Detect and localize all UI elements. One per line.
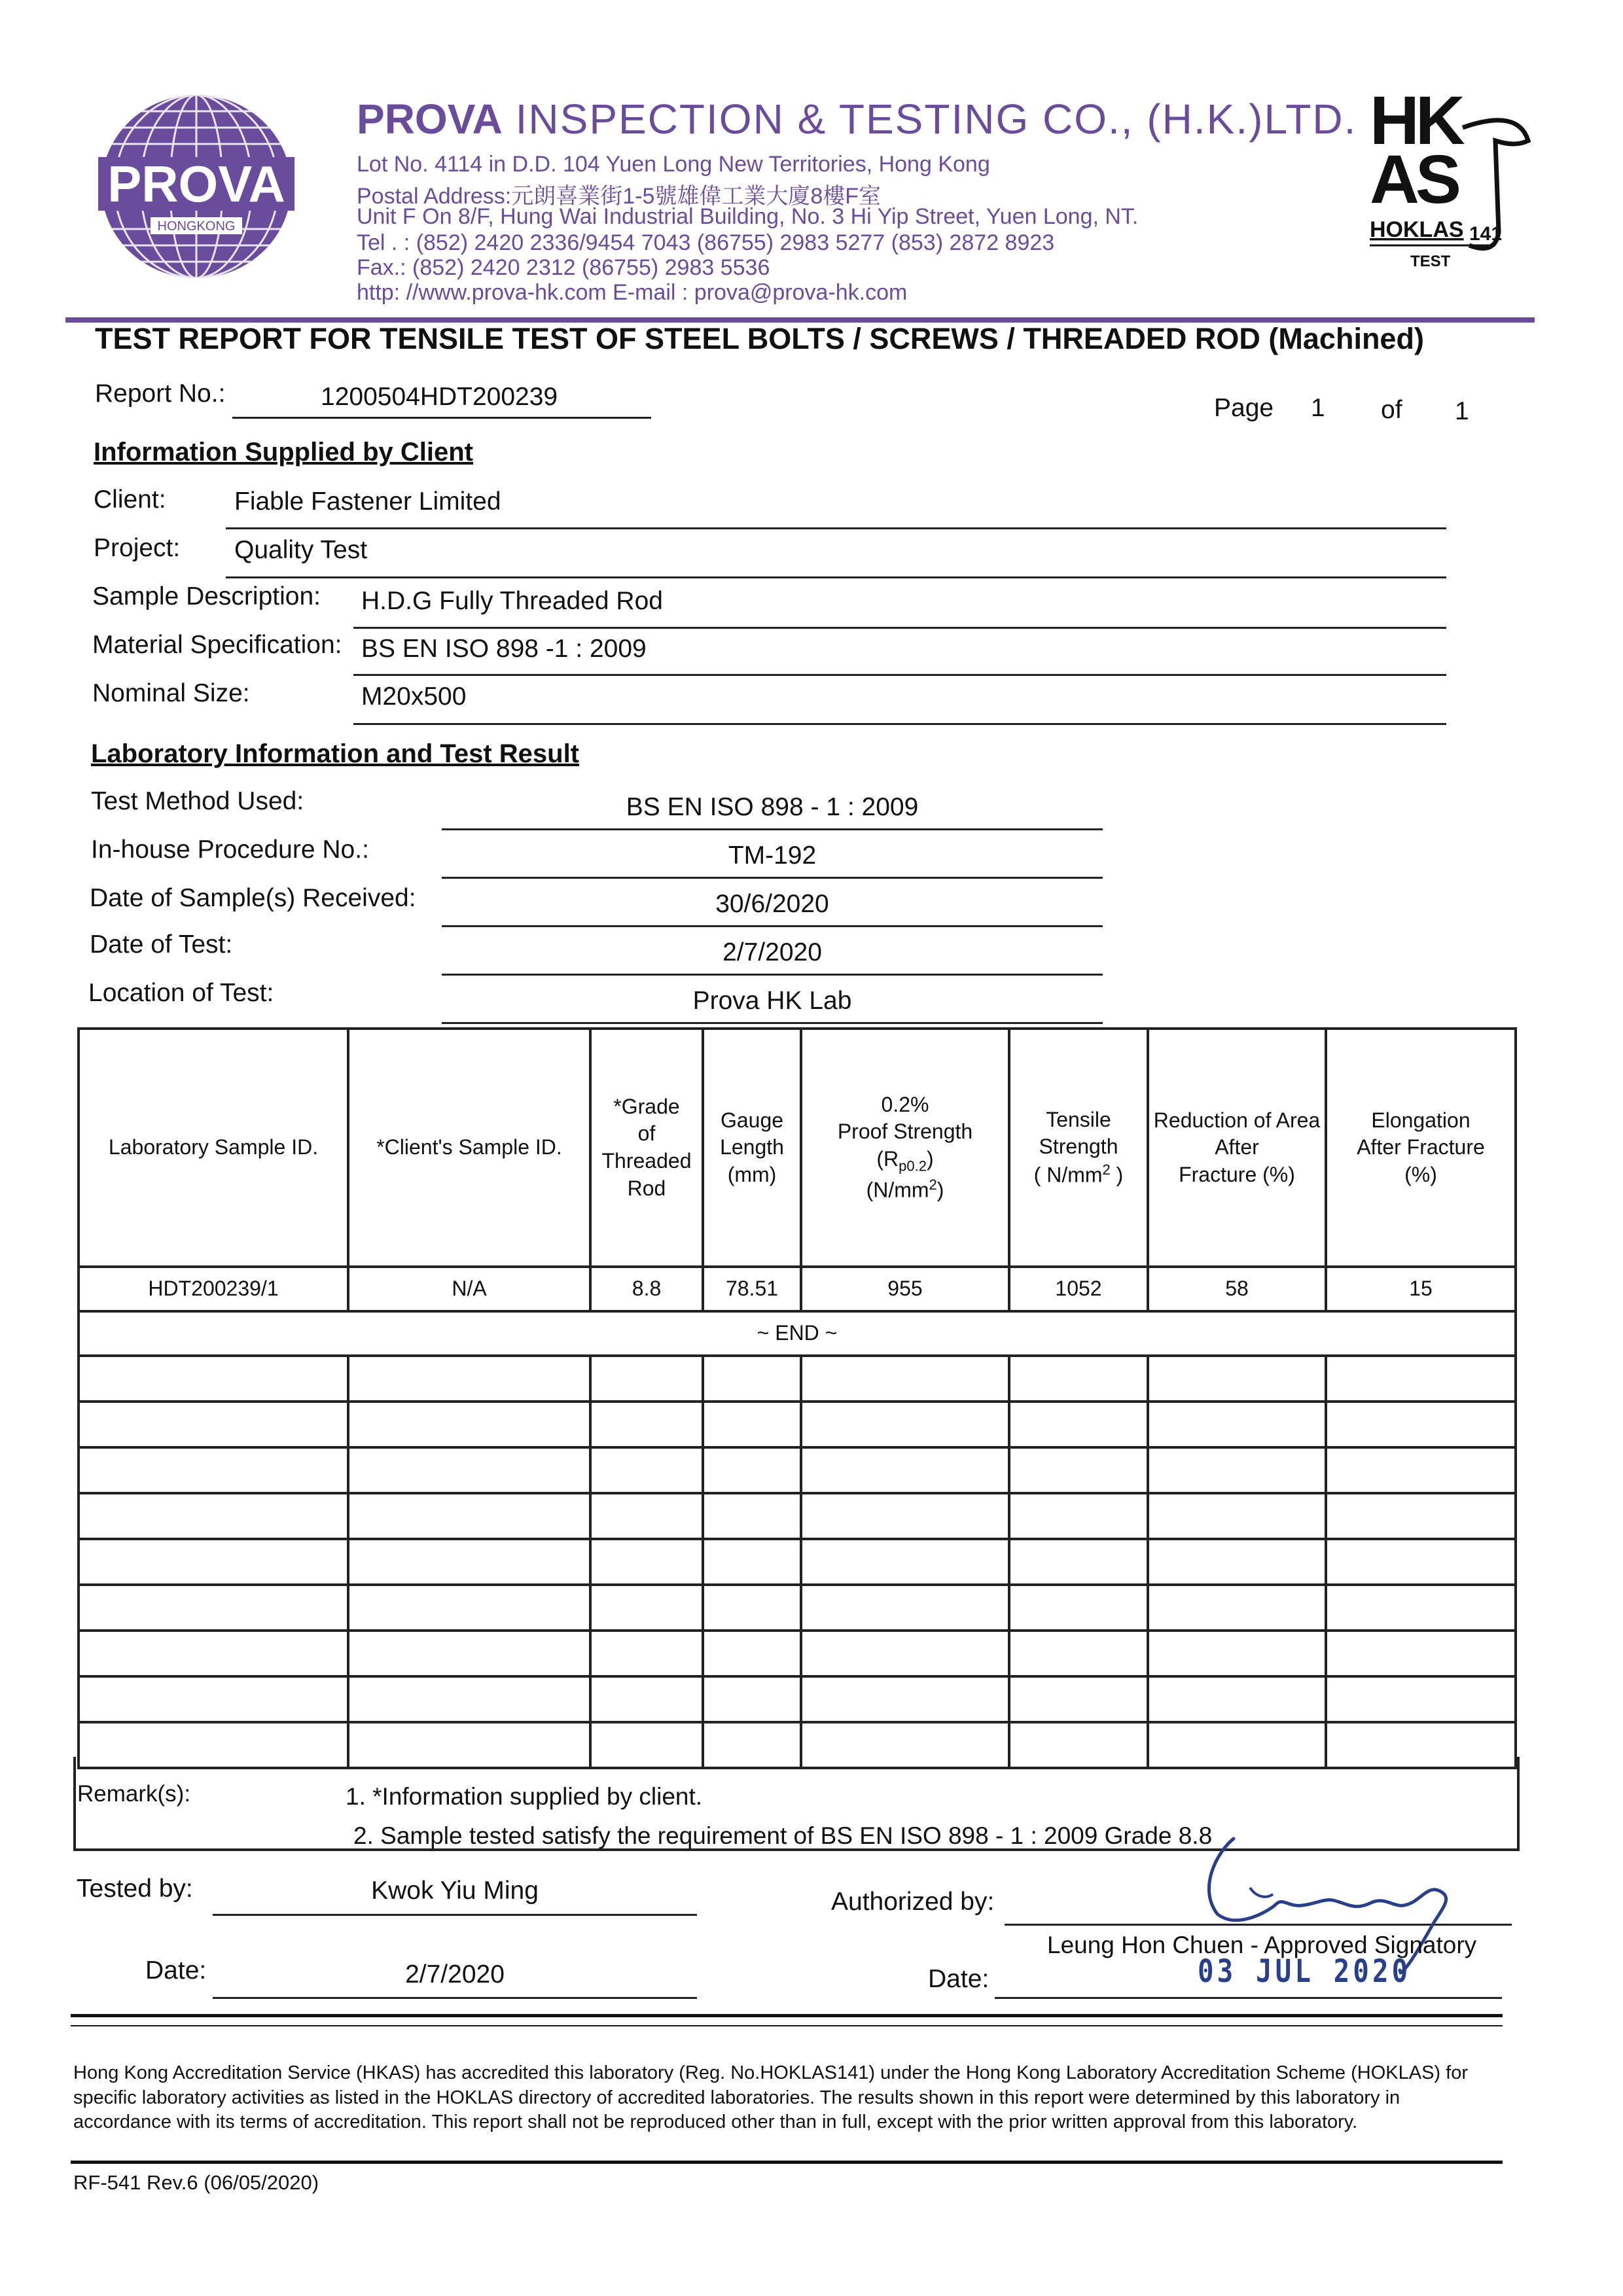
remark-item-1: 1. *Information supplied by client. [346, 1783, 703, 1810]
header-proof-unit-close: ) [936, 1178, 944, 1202]
blank-cell [348, 1402, 590, 1447]
blank-cell [590, 1402, 703, 1447]
blank-cell [801, 1631, 1009, 1676]
logo-text: PROVA [107, 155, 285, 213]
header-tensile-sup: 2 [1102, 1161, 1111, 1178]
blank-cell [1009, 1356, 1148, 1402]
sample-description-label: Sample Description: [92, 582, 321, 610]
blank-row [79, 1493, 1516, 1539]
blank-cell [1148, 1493, 1326, 1539]
header-proof-unit: (N/mm [866, 1178, 929, 1202]
header-reduction-l1: Reduction of Area [1153, 1108, 1321, 1132]
company-short: PROVA [357, 96, 503, 143]
procedure-no-value: TM-192 [728, 841, 817, 870]
form-code: RF-541 Rev.6 (06/05/2020) [73, 2171, 319, 2194]
blank-cell [1326, 1676, 1516, 1722]
header-proof-l2: Proof Strength [837, 1120, 973, 1144]
blank-cell [1009, 1585, 1148, 1631]
blank-cell [1326, 1493, 1516, 1539]
page-total: 1 [1455, 397, 1469, 425]
header-elongation-l3: (%) [1404, 1162, 1437, 1186]
blank-cell [703, 1356, 801, 1402]
nominal-size-underline [353, 723, 1446, 725]
blank-cell [1009, 1676, 1148, 1722]
blank-cell [1326, 1447, 1516, 1493]
procedure-no-label: In-house Procedure No.: [91, 836, 369, 864]
page-current: 1 [1311, 394, 1325, 422]
blank-cell [1326, 1402, 1516, 1447]
material-spec-label: Material Specification: [92, 631, 342, 659]
project-value: Quality Test [234, 536, 368, 564]
cell-client-sample-id: N/A [348, 1267, 590, 1311]
blank-cell [348, 1356, 590, 1402]
company-full: INSPECTION & TESTING CO., (H.K.)LTD. [515, 96, 1357, 143]
blank-cell [79, 1356, 348, 1402]
authorized-date-underline [995, 1997, 1502, 1999]
header-grade-l2: of [637, 1122, 656, 1146]
remark-item-2: 2. Sample tested satisfy the requirement of BS EN ISO 898 - 1 : 2009 Grade 8.8 [353, 1822, 1213, 1849]
date-received-label: Date of Sample(s) Received: [90, 884, 416, 912]
blank-cell [703, 1447, 801, 1493]
blank-cell [1148, 1356, 1326, 1402]
page-label: Page [1214, 394, 1274, 422]
blank-cell [703, 1585, 801, 1631]
hoklas-accreditation-mark [1364, 82, 1541, 272]
sample-description-value: H.D.G Fully Threaded Rod [361, 587, 663, 615]
tested-by-underline [213, 1914, 697, 1916]
header-proof-strength [801, 1029, 1009, 1267]
blank-row [79, 1631, 1516, 1676]
blank-cell [801, 1447, 1009, 1493]
header-tensile-l1: Tensile [1046, 1107, 1111, 1131]
cell-lab-sample-id: HDT200239/1 [79, 1267, 348, 1311]
blank-cell [1148, 1447, 1326, 1493]
blank-row [79, 1402, 1516, 1447]
blank-cell [1009, 1447, 1148, 1493]
blank-cell [79, 1676, 348, 1722]
date-of-test-label: Date of Test: [90, 930, 233, 959]
blank-cell [1148, 1585, 1326, 1631]
project-underline [226, 576, 1446, 578]
header-proof-l3 [806, 1146, 1004, 1176]
footer-divider-top-thin [71, 2025, 1503, 2026]
hoklas-type: TEST [1410, 253, 1451, 270]
blank-cell [1148, 1539, 1326, 1585]
blank-cell [79, 1585, 348, 1631]
authorized-by-label: Authorized by: [831, 1888, 995, 1916]
header-tensile-l2: Strength [1039, 1135, 1118, 1159]
header-tensile-l3 [1014, 1161, 1143, 1189]
header-reduction-of-area [1148, 1029, 1326, 1267]
blank-cell [79, 1402, 348, 1447]
blank-cell [348, 1676, 590, 1722]
blank-cell [703, 1493, 801, 1539]
header-client-sample-id: *Client's Sample ID. [348, 1029, 590, 1267]
footer-divider-top [71, 2014, 1503, 2017]
hoklas-number: 141 [1469, 223, 1503, 245]
project-label: Project: [94, 534, 181, 562]
header-elongation [1326, 1029, 1516, 1267]
location-label: Location of Test: [88, 979, 274, 1007]
hkas-line2: AS [1370, 141, 1457, 218]
blank-row [79, 1676, 1516, 1722]
blank-cell [801, 1585, 1009, 1631]
blank-cell [348, 1539, 590, 1585]
blank-cell [1009, 1493, 1148, 1539]
end-marker-row [79, 1311, 1516, 1356]
blank-cell [1009, 1631, 1148, 1676]
header-tensile-unit-close: ) [1110, 1163, 1124, 1187]
location-value: Prova HK Lab [692, 987, 852, 1015]
blank-cell [590, 1631, 703, 1676]
address-line-2: Postal Address:元朗喜業街1-5號雄偉工業大廈8樓F室 [357, 184, 882, 209]
web-email-line: http: //www.prova-hk.com E-mail : prova@prova-hk.com [357, 280, 908, 305]
blank-cell [79, 1539, 348, 1585]
client-label: Client: [94, 486, 166, 514]
blank-row [79, 1585, 1516, 1631]
date-received-underline [442, 925, 1103, 927]
report-no-value: 1200504HDT200239 [321, 383, 558, 411]
blank-cell [348, 1631, 590, 1676]
date-received-value: 30/6/2020 [715, 890, 829, 918]
accreditation-statement: Hong Kong Accreditation Service (HKAS) has accredited this laboratory (Reg. No.HOKLAS141) under the Hong Kong Laboratory Accreditation Scheme (HOKLAS) for specific laboratory activities as listed in the HOKLAS directory of accredited laboratories. The results shown in this report were determined by this laboratory in accordance with its terms of accreditation. This report shall not be reproduced other than in full, except with the prior written approval from this laboratory. [73, 2062, 1468, 2133]
header-grade-l1: *Grade [613, 1094, 680, 1118]
blank-row [79, 1356, 1516, 1402]
blank-cell [1148, 1631, 1326, 1676]
blank-cell [590, 1539, 703, 1585]
blank-row [79, 1539, 1516, 1585]
tested-date-value: 2/7/2020 [405, 1960, 505, 1988]
prova-logo [98, 92, 294, 281]
blank-cell [590, 1356, 703, 1402]
blank-cell [1148, 1402, 1326, 1447]
header-tensile-strength [1009, 1029, 1148, 1267]
header-gauge-length [703, 1029, 801, 1267]
tested-date-underline [213, 1997, 697, 1999]
header-lab-sample-id: Laboratory Sample ID. [79, 1029, 348, 1267]
blank-cell [1326, 1585, 1516, 1631]
blank-cell [1009, 1539, 1148, 1585]
cell-gauge-length: 78.51 [703, 1267, 801, 1311]
blank-cell [348, 1447, 590, 1493]
header-grade-l3: Threaded [601, 1149, 692, 1173]
test-results-table [77, 1027, 1517, 1769]
header-proof-l4 [806, 1176, 1004, 1204]
blank-cell [79, 1631, 348, 1676]
header-proof-sup: 2 [929, 1176, 937, 1193]
date-of-test-value: 2/7/2020 [722, 938, 822, 966]
logo-subtext: HONGKONG [157, 219, 236, 234]
footer-divider-bottom [71, 2161, 1503, 2164]
report-no-label: Report No.: [95, 380, 226, 408]
header-proof-close: ) [926, 1146, 934, 1171]
report-title: TEST REPORT FOR TENSILE TEST OF STEEL BOLTS / SCREWS / THREADED ROD (Machined) [95, 322, 1424, 355]
test-method-label: Test Method Used: [91, 787, 304, 815]
authorized-name: Leung Hon Chuen - Approved Signatory [1047, 1932, 1477, 1958]
blank-cell [590, 1493, 703, 1539]
end-marker: ~ END ~ [79, 1311, 1516, 1356]
address-line-3: Unit F On 8/F, Hung Wai Industrial Building, No. 3 Hi Yip Street, Yuen Long, NT. [357, 204, 1139, 229]
location-underline [442, 1022, 1103, 1024]
header-proof-l1: 0.2% [881, 1092, 929, 1116]
table-header-row [79, 1029, 1516, 1267]
nominal-size-value: M20x500 [361, 682, 467, 711]
header-gauge-l2: Length [720, 1135, 784, 1159]
lab-info-heading: Laboratory Information and Test Result [91, 739, 579, 768]
blank-cell [590, 1676, 703, 1722]
cell-tensile-strength: 1052 [1009, 1267, 1148, 1311]
header-gauge-l3: (mm) [727, 1162, 777, 1186]
material-spec-underline [353, 674, 1446, 676]
blank-cell [590, 1447, 703, 1493]
header-gauge-l1: Gauge [720, 1108, 784, 1132]
header-reduction-l3: Fracture (%) [1179, 1162, 1295, 1186]
blank-cell [703, 1631, 801, 1676]
cell-proof-strength: 955 [801, 1267, 1009, 1311]
tested-date-label: Date: [145, 1956, 207, 1985]
procedure-no-underline [442, 877, 1103, 879]
remarks-label: Remark(s): [77, 1781, 191, 1807]
header-elongation-l2: After Fracture [1357, 1135, 1485, 1159]
blank-cell [348, 1585, 590, 1631]
company-name [357, 95, 1357, 143]
test-method-underline [442, 828, 1103, 830]
header-grade [590, 1029, 703, 1267]
header-elongation-l1: Elongation [1371, 1108, 1471, 1132]
cell-reduction-of-area: 58 [1148, 1267, 1326, 1311]
header-proof-r: (R [876, 1146, 899, 1171]
blank-cell [79, 1447, 348, 1493]
blank-cell [801, 1493, 1009, 1539]
header-grade-l4: Rod [627, 1176, 666, 1200]
fax-line: Fax.: (852) 2420 2312 (86755) 2983 5536 [357, 255, 770, 280]
blank-cell [801, 1356, 1009, 1402]
sample-description-underline [353, 627, 1446, 629]
blank-cell [801, 1402, 1009, 1447]
cell-elongation: 15 [1326, 1267, 1516, 1311]
client-value: Fiable Fastener Limited [234, 487, 501, 516]
blank-cell [1009, 1402, 1148, 1447]
client-underline [226, 527, 1446, 529]
authorized-date-label: Date: [928, 1965, 990, 1993]
hoklas-label: HOKLAS [1370, 217, 1464, 242]
blank-cell [801, 1676, 1009, 1722]
nominal-size-label: Nominal Size: [92, 679, 250, 707]
table-row [79, 1267, 1516, 1311]
header-tensile-unit: ( N/mm [1033, 1163, 1103, 1187]
tel-line: Tel . : (852) 2420 2336/9454 7043 (86755) 2983 5277 (853) 2872 8923 [357, 230, 1055, 255]
blank-row [79, 1447, 1516, 1493]
blank-cell [590, 1585, 703, 1631]
blank-cell [79, 1493, 348, 1539]
blank-cell [348, 1493, 590, 1539]
page-of-label: of [1381, 396, 1402, 424]
tested-by-label: Tested by: [77, 1875, 193, 1903]
hkas-line1: HK [1370, 82, 1461, 159]
blank-cell [703, 1539, 801, 1585]
blank-cell [1326, 1631, 1516, 1676]
tested-by-value: Kwok Yiu Ming [371, 1877, 539, 1905]
blank-cell [1326, 1356, 1516, 1402]
report-no-underline [232, 417, 651, 419]
blank-cell [801, 1539, 1009, 1585]
material-spec-value: BS EN ISO 898 -1 : 2009 [361, 635, 647, 663]
date-of-test-underline [442, 974, 1103, 976]
header-reduction-l2: After [1215, 1135, 1259, 1159]
blank-cell [703, 1402, 801, 1447]
blank-cell [703, 1676, 801, 1722]
test-method-value: BS EN ISO 898 - 1 : 2009 [626, 793, 919, 821]
address-line-1: Lot No. 4114 in D.D. 104 Yuen Long New Territories, Hong Kong [357, 152, 990, 177]
cell-grade: 8.8 [590, 1267, 703, 1311]
date-stamp: 03 JUL 2020 [1198, 1953, 1412, 1990]
header-proof-sub: p0.2 [899, 1157, 927, 1174]
blank-cell [1326, 1539, 1516, 1585]
client-info-heading: Information Supplied by Client [94, 438, 473, 467]
blank-cell [1148, 1676, 1326, 1722]
